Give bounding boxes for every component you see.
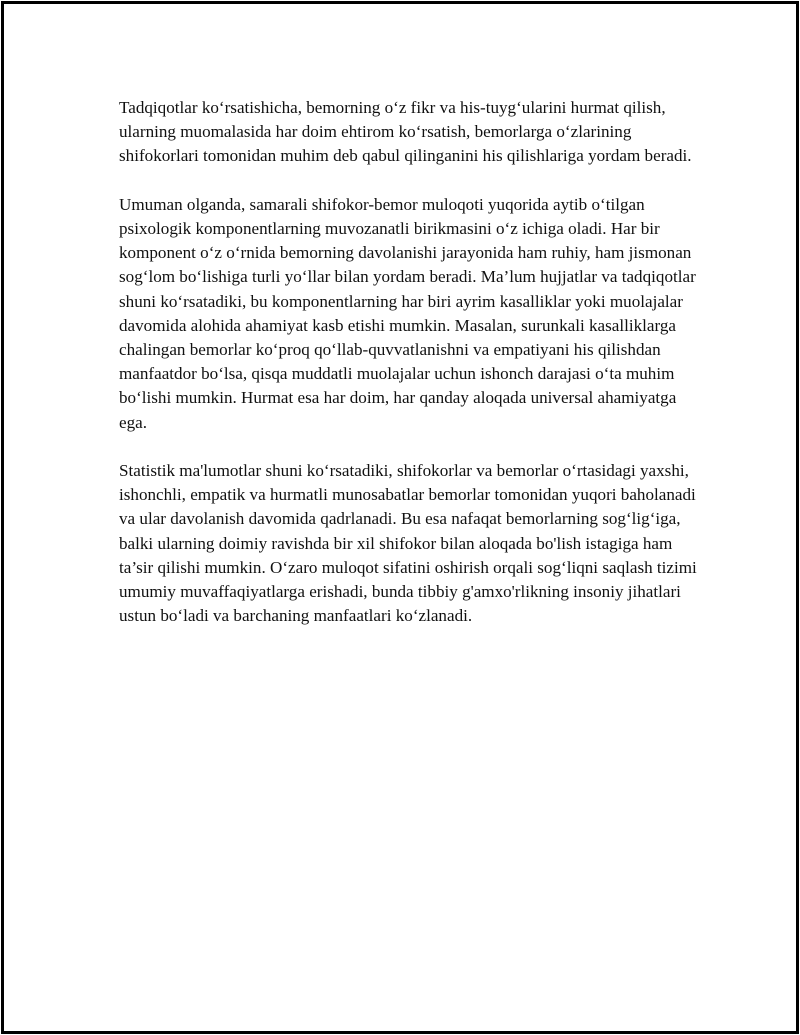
- paragraph-3: Statistik ma'lumotlar shuni ko‘rsatadiki, shifokorlar va bemorlar o‘rtasidagi yaxshi, ishonchli, empatik va hurmatli munosabatlar bemorlar tomonidan yuqori baholanadi va ular davolanish davomida qadrlanadi. Bu esa nafaqat bemorlarning sog‘lig‘iga, balki ularning doimiy ravishda bir xil shifokor bilan aloqada bo'lish istagiga ham ta’sir qilishi mumkin. O‘zaro muloqot sifatini oshirish orqali sog‘liqni saqlash tizimi umumiy muvaffaqiyatlarga erishadi, bunda tibbiy g'amxo'rlikning insoniy jihatlari ustun bo‘ladi va barchaning manfaatlari ko‘zlanadi.: [119, 461, 697, 626]
- paragraph-2: Umuman olganda, samarali shifokor-bemor muloqoti yuqorida aytib o‘tilgan psixologik komponentlarning muvozanatli birikmasini o‘z ichiga oladi. Har bir komponent o‘z o‘rnida bemorning davolanishi jarayonida ham ruhiy, ham jismonan sog‘lom bo‘lishiga turli yo‘llar bilan yordam beradi. Ma’lum hujjatlar va tadqiqotlar shuni ko‘rsatadiki, bu komponentlarning har biri ayrim kasalliklar yoki muolajalar davomida alohida ahamiyat kasb etishi mumkin. Masalan, surunkali kasalliklarga chalingan bemorlar ko‘proq qo‘llab-quvvatlanishni va empatiyani his qilishdan manfaatdor bo‘lsa, qisqa muddatli muolajalar uchun ishonch darajasi o‘ta muhim bo‘lishi mumkin. Hurmat esa har doim, har qanday aloqada universal ahamiyatga ega.: [119, 194, 696, 432]
- document-body: [119, 96, 699, 653]
- paragraph-1: Tadqiqotlar ko‘rsatishicha, bemorning o‘z fikr va his-tuyg‘ularini hurmat qilish, ularning muomalasida har doim ehtirom ko‘rsatish, bemorlarga o‘zlarining shifokorlari tomonidan muhim deb qabul qilinganini his qilishlariga yordam beradi.: [119, 98, 692, 166]
- page-frame: [1, 1, 799, 1034]
